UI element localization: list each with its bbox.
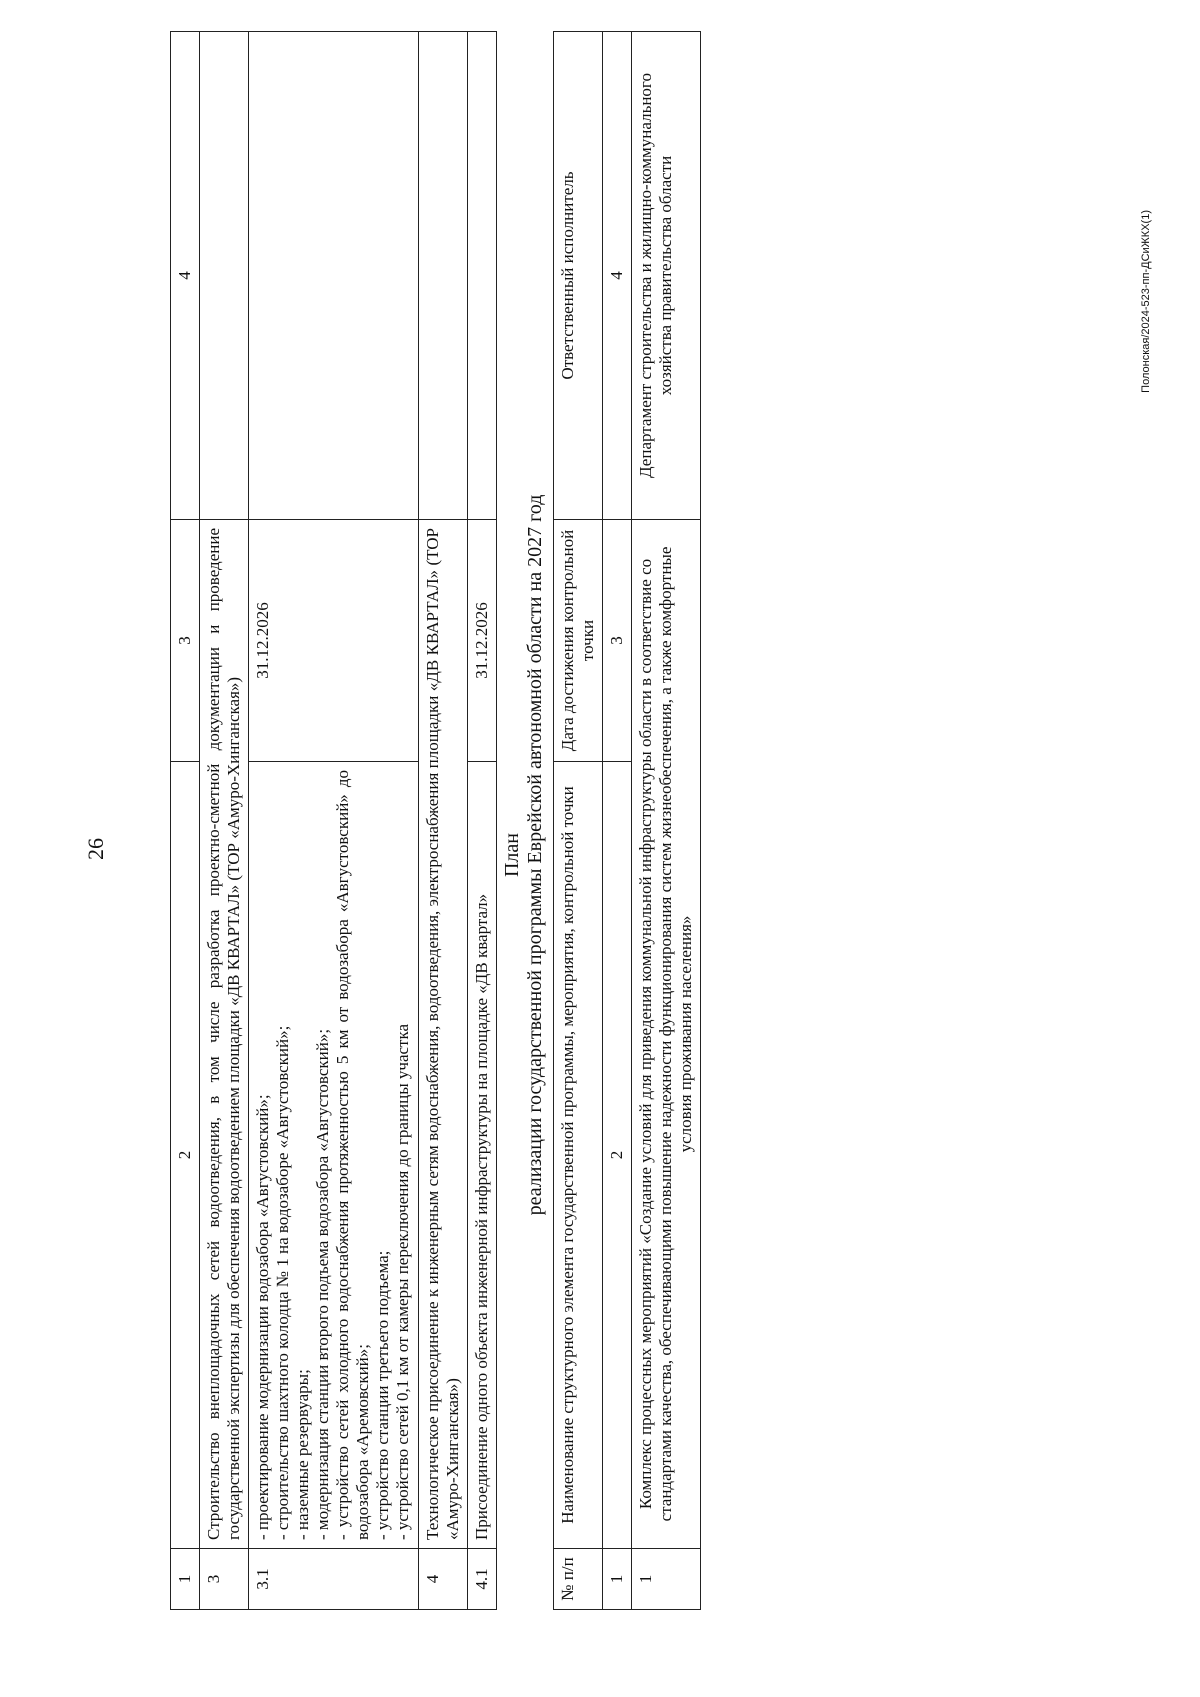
row-responsible bbox=[418, 32, 467, 520]
plan-title-line-2: реализации государственной программы Еврейской автономной области на 2027 год bbox=[523, 494, 546, 1216]
row-name-list bbox=[249, 762, 418, 1549]
plan-row-responsible: Департамент строительства и жилищно-коммунального хозяйства правительства области bbox=[631, 32, 700, 520]
row-responsible bbox=[249, 32, 418, 520]
rotated-content bbox=[170, 73, 730, 1610]
table-row bbox=[418, 32, 467, 1610]
plan-header-responsible: Ответственный исполнитель bbox=[553, 32, 602, 520]
header-col-2: 2 bbox=[171, 762, 200, 1549]
plan-col-number-1: 1 bbox=[602, 1549, 631, 1610]
plan-header-name: Наименование структурного элемента государственной программы, мероприятия, контрольной точки bbox=[553, 762, 602, 1549]
page-number: 26 bbox=[83, 838, 108, 860]
row-number: 3.1 bbox=[249, 1549, 418, 1610]
list-item: - строительство шахтного колодца № 1 на водозаборе «Августовский»; bbox=[273, 1025, 293, 1540]
table-row bbox=[467, 32, 496, 1610]
row-name: Строительство внеплощадочных сетей водоотведения, в том числе разработка проектно-сметной документации и проведение государственной экспертизы для обеспечения водоотведением площадки «ДВ КВАРТАЛ» (ТОР «Амуро-Хинганская») bbox=[200, 520, 249, 1549]
row-number: 3 bbox=[200, 1549, 249, 1610]
plan-title bbox=[501, 100, 547, 1610]
table-row bbox=[249, 32, 418, 1610]
table-row bbox=[200, 32, 249, 1610]
list-item: - наземные резервуары; bbox=[293, 1369, 313, 1540]
row-name: Присоединение одного объекта инженерной инфраструктуры на площадке «ДВ квартал» bbox=[467, 762, 496, 1549]
row-responsible bbox=[200, 32, 249, 520]
plan-row-name: Комплекс процессных мероприятий «Создание условий для приведения коммунальной инфраструктуры области в соответствие со стандартами качества, обеспечивающими повышение надежности функционирования систем жизнеобеспечения, а также комфортные условия проживания населения» bbox=[631, 520, 700, 1549]
list-item: - устройство сетей холодного водоснабжения протяженностью 5 км от водозабора «Августовский» до водозабора «Аремовский»; bbox=[333, 770, 373, 1540]
plan-numbers-row bbox=[602, 32, 631, 1610]
row-responsible bbox=[467, 32, 496, 520]
header-col-4: 4 bbox=[171, 32, 200, 520]
list-item: - устройство станции третьего подъема; bbox=[373, 1250, 393, 1540]
plan-col-number-4: 4 bbox=[602, 32, 631, 520]
plan-row-number: 1 bbox=[631, 1549, 700, 1610]
table-header-row bbox=[171, 32, 200, 1610]
row-number: 4.1 bbox=[467, 1549, 496, 1610]
header-col-3: 3 bbox=[171, 520, 200, 762]
list-item: - проектирование модернизации водозабора «Августовский»; bbox=[253, 1094, 273, 1540]
plan-header-date: Дата достижения контрольной точки bbox=[553, 520, 602, 762]
footer-document-code: Полонская/2024-523-пп-ДСиЖКХ(1) bbox=[1140, 210, 1152, 393]
list-item: - модернизация станции второго подъема водозабора «Августовский»; bbox=[313, 1028, 333, 1540]
plan-table bbox=[553, 31, 701, 1610]
row-name: Технологическое присоединение к инженерным сетям водоснабжения, водоотведения, электроснабжения площадки «ДВ КВАРТАЛ» (ТОР «Амуро-Хинганская») bbox=[418, 520, 467, 1549]
plan-header-row bbox=[553, 32, 602, 1610]
list-item: - устройство сетей 0,1 км от камеры переключения до границы участка bbox=[393, 1023, 413, 1540]
header-col-1: 1 bbox=[171, 1549, 200, 1610]
program-table bbox=[170, 31, 497, 1610]
plan-header-num: № п/п bbox=[553, 1549, 602, 1610]
table-row bbox=[631, 32, 700, 1610]
row-date: 31.12.2026 bbox=[249, 520, 418, 762]
plan-title-line-1: План bbox=[500, 833, 523, 878]
plan-col-number-3: 3 bbox=[602, 520, 631, 762]
row-date: 31.12.2026 bbox=[467, 520, 496, 762]
plan-col-number-2: 2 bbox=[602, 762, 631, 1549]
row-number: 4 bbox=[418, 1549, 467, 1610]
